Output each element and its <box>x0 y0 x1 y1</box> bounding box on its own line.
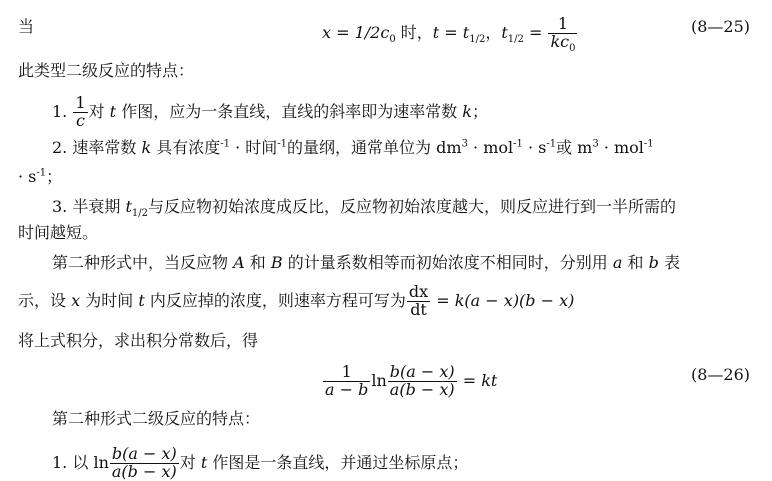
item-text-a: 以 ln <box>72 452 109 472</box>
fraction-dx-dt <box>407 284 430 319</box>
t-half: t <box>501 22 508 42</box>
list-item-1 <box>52 95 772 130</box>
item-text-c: 作图是一条直线，并通过坐标原点； <box>212 452 469 472</box>
cond-x-sub: 0 <box>389 33 396 45</box>
frac-num: dx <box>408 282 429 301</box>
var-B: B <box>270 253 283 272</box>
cont-b: ； <box>46 167 63 186</box>
para-text-b: 和 <box>249 253 266 272</box>
sup-d: -1 <box>513 138 523 150</box>
var-k: k <box>462 101 472 121</box>
t-eq-sub: 1/2 <box>469 33 486 45</box>
paragraph-3: 将上式积分，求出积分常数后，得 <box>18 331 259 350</box>
fraction-1-over-kc0 <box>548 14 577 54</box>
sup-b: -1 <box>277 138 288 150</box>
fraction-ln-argument <box>110 446 179 481</box>
list-item-2 <box>52 137 772 159</box>
item-text-h: · mol <box>598 138 644 157</box>
para-text-e: 表 <box>663 253 680 272</box>
cond-x: x = 1/2c <box>322 22 390 42</box>
var-a: a <box>612 253 623 272</box>
fraction-ln-argument <box>388 364 457 399</box>
frac2-num: b(a − x) <box>389 362 455 381</box>
frac1-den: a − b <box>325 379 369 399</box>
cont-a: · s <box>18 167 37 186</box>
cont-sup: -1 <box>36 167 47 179</box>
fraction-1-over-c <box>73 95 87 130</box>
section-heading-2: 第二种形式二级反应的特点： <box>52 409 261 428</box>
var-A: A <box>233 253 245 272</box>
separator: ， <box>485 22 502 42</box>
list-item-2-continuation <box>18 166 772 188</box>
item-text-f: · s <box>522 138 547 157</box>
sup-c: 3 <box>461 138 468 150</box>
item-text-g: 或 m <box>556 138 593 157</box>
item-index: 2. <box>52 138 68 157</box>
frac-num: 1 <box>75 93 86 112</box>
sup-g: -1 <box>643 138 654 150</box>
sup-e: -1 <box>546 138 557 150</box>
item-text-a: 对 <box>88 101 105 121</box>
var-t: t <box>109 101 117 121</box>
item-text-e: · mol <box>467 138 514 157</box>
frac-den: dt <box>410 299 427 319</box>
item-text-c: · 时间 <box>230 138 278 157</box>
item-index: 1. <box>52 452 68 472</box>
equation-number: (8—25) <box>690 17 750 36</box>
equation-body <box>322 14 578 54</box>
para-text-a: 第二种形式中，当反应物 <box>52 253 229 272</box>
ln-operator: ln <box>371 370 387 390</box>
rate-equation-rhs: = k(a − x)(b − x) <box>431 290 575 310</box>
section-heading-1: 此类型二级反应的特点： <box>18 61 195 80</box>
t-half-sub: 1/2 <box>507 33 524 45</box>
item-text-b: 作图，应为一条直线，直线的斜率即为速率常数 <box>121 101 458 121</box>
para-text-c: 的计量系数相等而初始浓度不相同时，分别用 <box>287 253 608 272</box>
sup-f: 3 <box>592 138 599 150</box>
item-text-b: 对 <box>179 452 196 472</box>
var-k: k <box>141 138 152 157</box>
frac-den-sub: 0 <box>569 42 576 54</box>
paragraph-2-line-2 <box>18 284 772 319</box>
frac1-num: 1 <box>323 364 370 382</box>
item-text-b: 与反应物初始浓度成反比，反应物初始浓度越大，则反应进行到一半所需的 <box>148 197 677 216</box>
frac-num: b(a − x) <box>111 444 177 463</box>
item-index: 3. <box>52 197 68 216</box>
var-t: t <box>125 197 132 216</box>
list-item-4 <box>52 446 772 481</box>
eq-sign: = <box>523 22 548 42</box>
frac-den: a(b − x) <box>111 461 177 481</box>
equation-body <box>322 364 497 399</box>
frac-den: c <box>75 110 85 130</box>
item-text-d: 的量纲，通常单位为 dm <box>287 138 462 157</box>
paragraph-2-line-1 <box>52 252 772 274</box>
item-text-a: 半衰期 <box>72 197 121 216</box>
t-eq: t = t <box>432 22 470 42</box>
sup-a: -1 <box>220 138 231 150</box>
var-t: t <box>200 452 208 472</box>
list-item-3 <box>52 196 772 218</box>
var-t: t <box>138 290 145 310</box>
equation-number: (8—26) <box>690 365 750 384</box>
var-b: b <box>648 253 659 272</box>
item-index: 1. <box>52 101 68 121</box>
frac-den: kc <box>550 31 570 51</box>
item-text-b: 具有浓度 <box>156 138 221 157</box>
equation-rhs: = kt <box>457 370 498 390</box>
when-text: 时， <box>395 22 433 42</box>
para-line2-b: 为时间 <box>85 290 134 310</box>
list-item-3-continuation: 时间越短。 <box>18 223 99 242</box>
frac-num: 1 <box>548 16 577 34</box>
para-line2-a: 示，设 <box>18 290 67 310</box>
item-text-c: ； <box>472 101 489 121</box>
frac2-den: a(b − x) <box>389 379 455 399</box>
para-text-d: 和 <box>627 253 644 272</box>
var-t-sub: 1/2 <box>131 208 148 220</box>
var-x: x <box>71 290 81 310</box>
lead-text: 当 <box>18 17 35 36</box>
fraction-1-over-a-minus-b <box>323 364 370 399</box>
para-line2-c: 内反应掉的浓度，则速率方程可写为 <box>149 290 406 310</box>
item-text-a: 速率常数 <box>72 138 137 157</box>
